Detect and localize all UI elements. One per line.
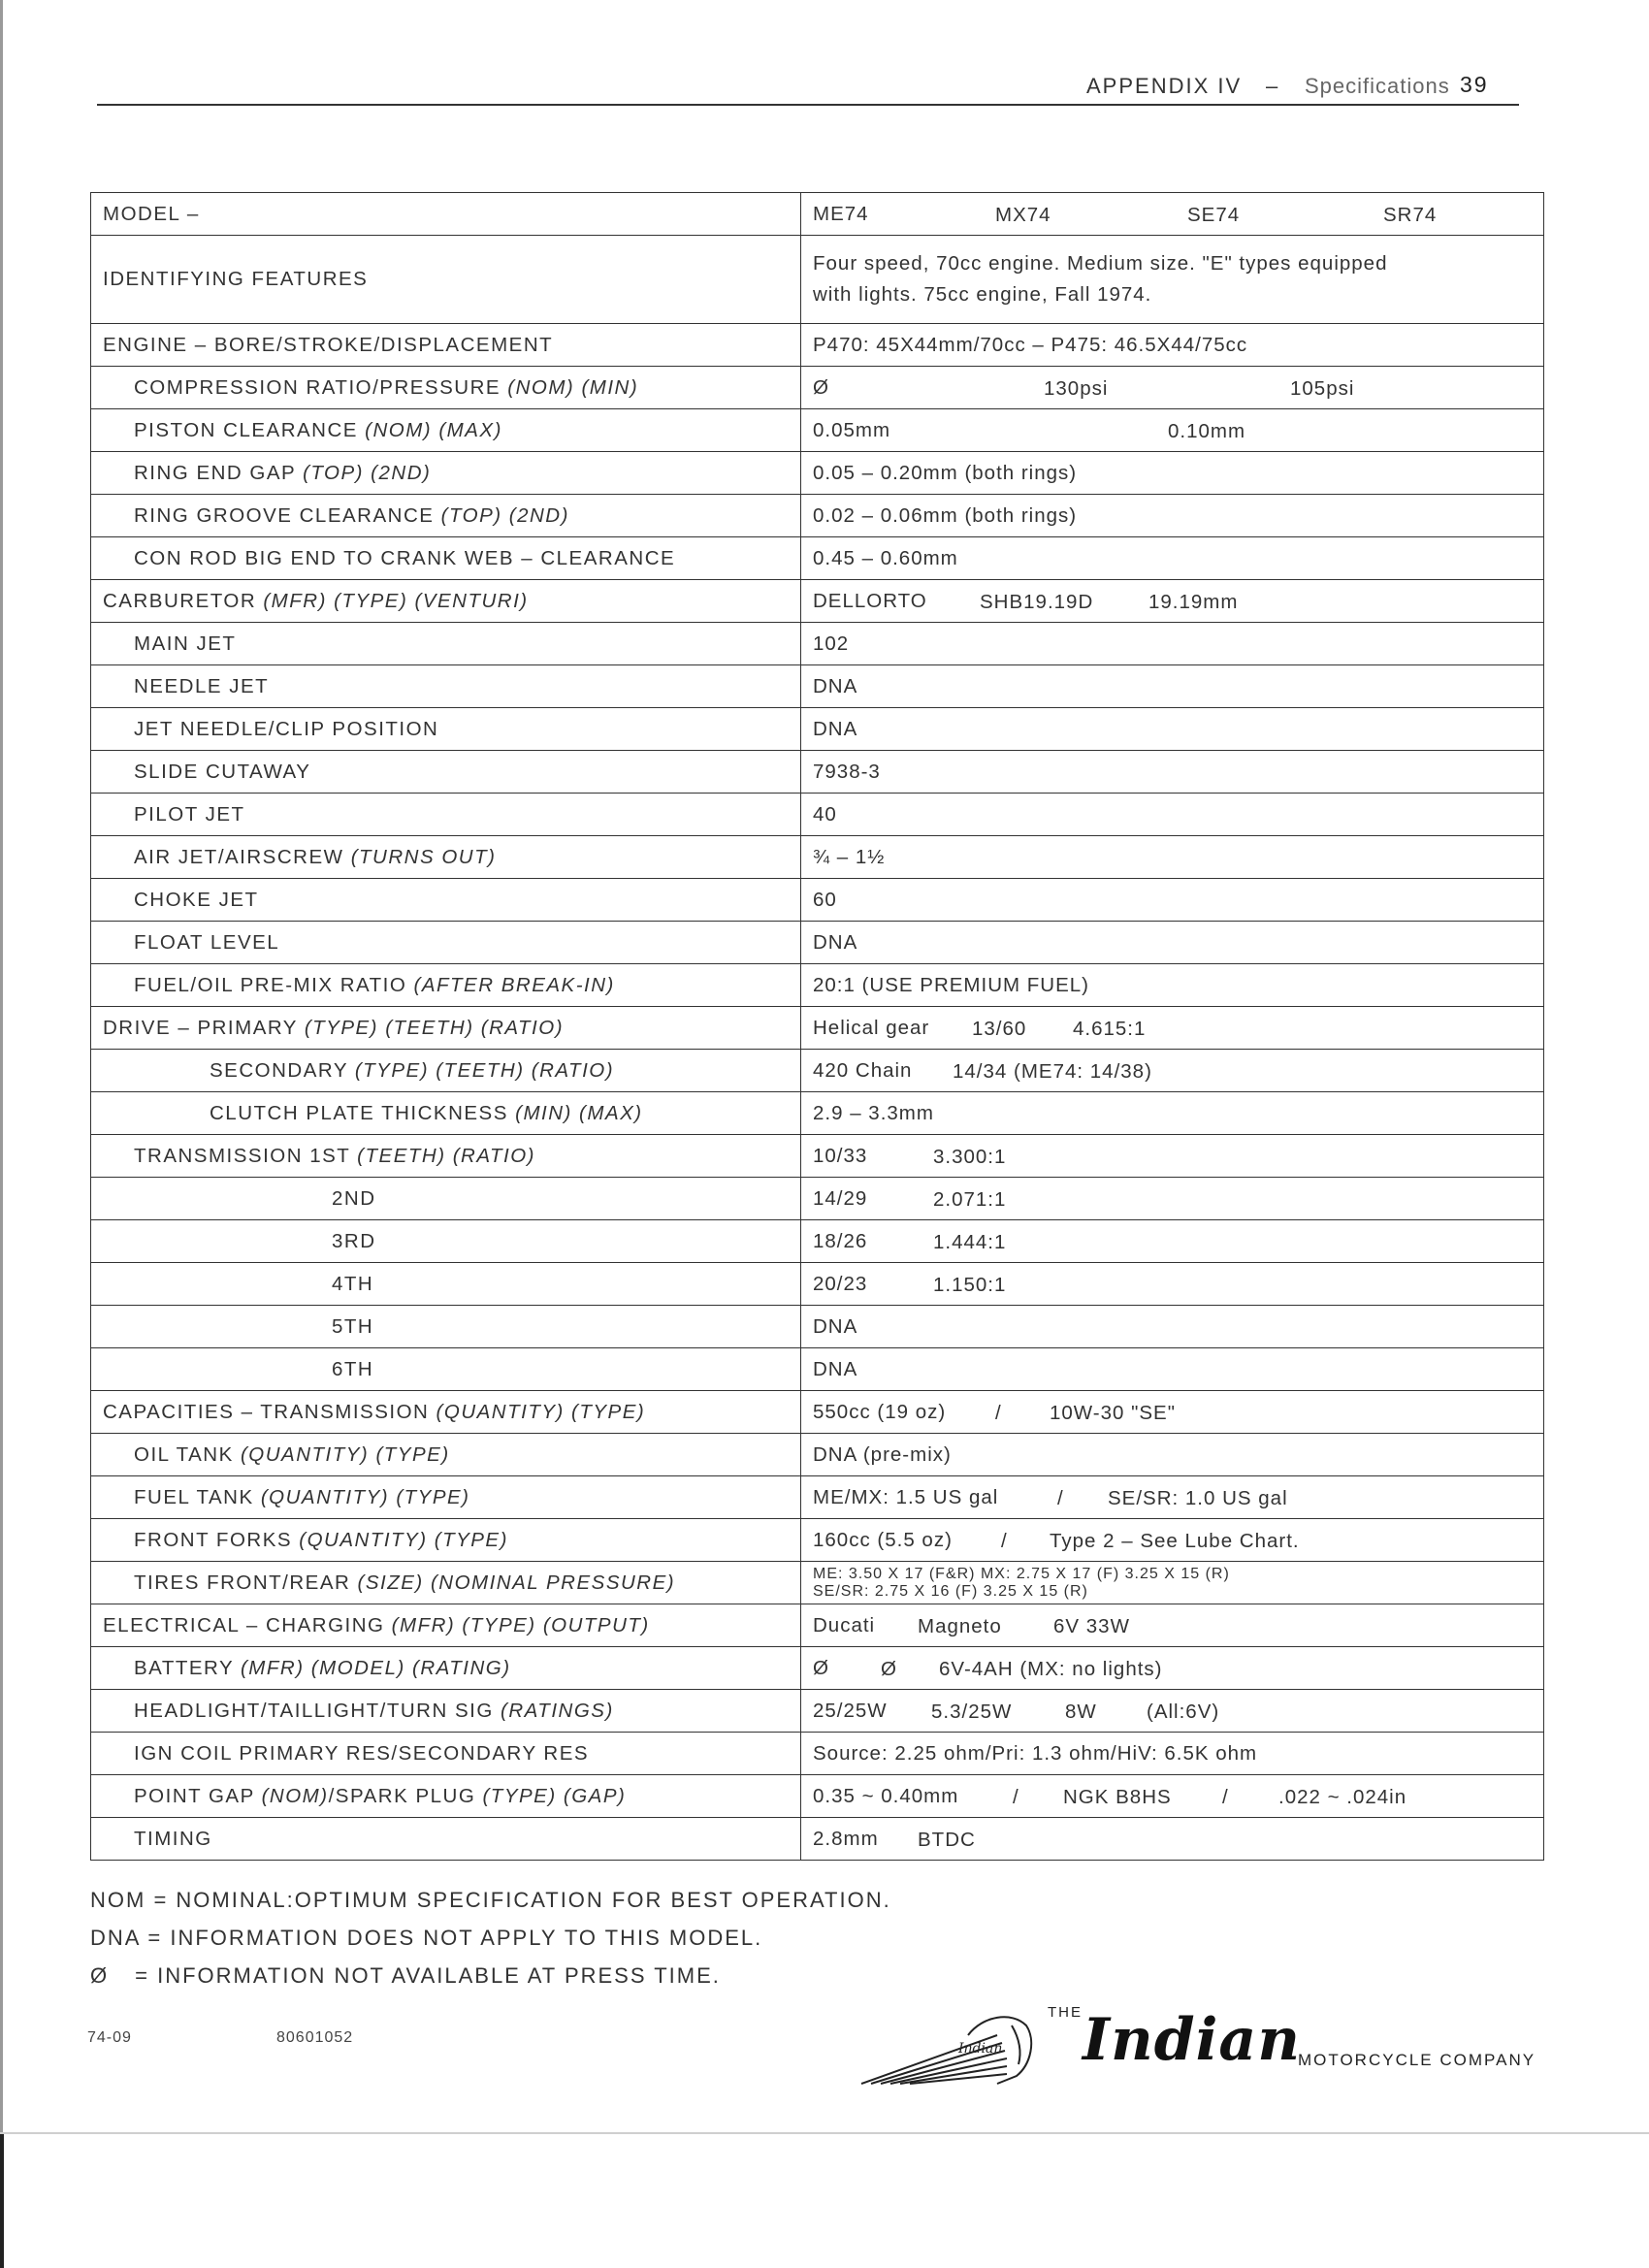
row-label: COMPRESSION RATIO/PRESSURE (NOM) (MIN) bbox=[91, 367, 801, 409]
model-name: SE74 bbox=[1187, 204, 1241, 226]
row-label: RING GROOVE CLEARANCE (TOP) (2ND) bbox=[91, 495, 801, 537]
table-row bbox=[91, 580, 1544, 623]
row-label: FLOAT LEVEL bbox=[91, 922, 801, 964]
row-value: 18/26 1.444:1 bbox=[801, 1220, 1544, 1263]
scan-edge-bottom bbox=[0, 2134, 4, 2268]
row-value: ME/MX: 1.5 US gal / SE/SR: 1.0 US gal bbox=[801, 1476, 1544, 1519]
row-value: 60 bbox=[801, 879, 1544, 922]
row-label: POINT GAP (NOM)/SPARK PLUG (TYPE) (GAP) bbox=[91, 1775, 801, 1818]
row-value: 0.35 ~ 0.40mm / NGK B8HS / .022 ~ .024in bbox=[801, 1775, 1544, 1818]
row-value: 2.9 – 3.3mm bbox=[801, 1092, 1544, 1135]
row-label: IDENTIFYING FEATURES bbox=[91, 236, 801, 324]
logo-brand: Indian bbox=[1083, 2006, 1301, 2074]
table-row bbox=[91, 964, 1544, 1007]
row-value: Ø Ø 6V-4AH (MX: no lights) bbox=[801, 1647, 1544, 1690]
table-row bbox=[91, 879, 1544, 922]
table-row bbox=[91, 495, 1544, 537]
logo-the: THE bbox=[1048, 2004, 1083, 2021]
row-value: P470: 45X44mm/70cc – P475: 46.5X44/75cc bbox=[801, 324, 1544, 367]
row-label: TIRES FRONT/REAR (SIZE) (NOMINAL PRESSURE) bbox=[91, 1562, 801, 1604]
model-name: MX74 bbox=[995, 204, 1051, 226]
scan-edge bbox=[0, 0, 3, 2134]
row-label: 5TH bbox=[91, 1306, 801, 1348]
row-value: 550cc (19 oz) / 10W-30 "SE" bbox=[801, 1391, 1544, 1434]
row-label: CON ROD BIG END TO CRANK WEB – CLEARANCE bbox=[91, 537, 801, 580]
row-value: Ducati Magneto 6V 33W bbox=[801, 1604, 1544, 1647]
row-label: SECONDARY (TYPE) (TEETH) (RATIO) bbox=[91, 1050, 801, 1092]
table-row bbox=[91, 1434, 1544, 1476]
table-row bbox=[91, 537, 1544, 580]
row-label: IGN COIL PRIMARY RES/SECONDARY RES bbox=[91, 1733, 801, 1775]
row-label: ENGINE – BORE/STROKE/DISPLACEMENT bbox=[91, 324, 801, 367]
row-value: DNA (pre-mix) bbox=[801, 1434, 1544, 1476]
row-value: DNA bbox=[801, 708, 1544, 751]
row-value: DNA bbox=[801, 665, 1544, 708]
row-label: HEADLIGHT/TAILLIGHT/TURN SIG (RATINGS) bbox=[91, 1690, 801, 1733]
row-value: 20/23 1.150:1 bbox=[801, 1263, 1544, 1306]
doc-date: 74-09 bbox=[87, 2029, 132, 2046]
row-label: FUEL/OIL PRE-MIX RATIO (AFTER BREAK-IN) bbox=[91, 964, 801, 1007]
table-row bbox=[91, 1007, 1544, 1050]
table-row bbox=[91, 409, 1544, 452]
row-label: CARBURETOR (MFR) (TYPE) (VENTURI) bbox=[91, 580, 801, 623]
table-row bbox=[91, 1519, 1544, 1562]
indian-logo bbox=[852, 1996, 1550, 2093]
indian-head-icon bbox=[852, 1996, 1046, 2093]
table-row bbox=[91, 1092, 1544, 1135]
legend-item: Ø = INFORMATION NOT AVAILABLE AT PRESS TIME. bbox=[90, 1963, 721, 1988]
row-label: OIL TANK (QUANTITY) (TYPE) bbox=[91, 1434, 801, 1476]
row-value: 20:1 (USE PREMIUM FUEL) bbox=[801, 964, 1544, 1007]
row-value: 0.45 – 0.60mm bbox=[801, 537, 1544, 580]
appendix-title: APPENDIX IV bbox=[1086, 74, 1243, 98]
model-name: ME74 bbox=[813, 202, 869, 225]
table-row bbox=[91, 623, 1544, 665]
doc-number: 80601052 bbox=[276, 2029, 354, 2046]
row-label: TRANSMISSION 1ST (TEETH) (RATIO) bbox=[91, 1135, 801, 1178]
legend-item: NOM = NOMINAL:OPTIMUM SPECIFICATION FOR BEST OPERATION. bbox=[90, 1888, 891, 1912]
row-label: TIMING bbox=[91, 1818, 801, 1861]
row-value: 0.05mm 0.10mm bbox=[801, 409, 1544, 452]
row-label: 6TH bbox=[91, 1348, 801, 1391]
row-value: 420 Chain 14/34 (ME74: 14/38) bbox=[801, 1050, 1544, 1092]
row-value: 10/33 3.300:1 bbox=[801, 1135, 1544, 1178]
table-row bbox=[91, 1178, 1544, 1220]
table-row bbox=[91, 452, 1544, 495]
row-label: NEEDLE JET bbox=[91, 665, 801, 708]
table-row bbox=[91, 1135, 1544, 1178]
table-row bbox=[91, 1050, 1544, 1092]
table-row bbox=[91, 1220, 1544, 1263]
table-row bbox=[91, 794, 1544, 836]
row-value: 0.05 – 0.20mm (both rings) bbox=[801, 452, 1544, 495]
row-label: BATTERY (MFR) (MODEL) (RATING) bbox=[91, 1647, 801, 1690]
row-value: 102 bbox=[801, 623, 1544, 665]
table-row bbox=[91, 1818, 1544, 1861]
row-label: PILOT JET bbox=[91, 794, 801, 836]
row-value: 14/29 2.071:1 bbox=[801, 1178, 1544, 1220]
table-row bbox=[91, 1604, 1544, 1647]
row-value: 25/25W 5.3/25W 8W (All:6V) bbox=[801, 1690, 1544, 1733]
row-label: MAIN JET bbox=[91, 623, 801, 665]
model-name: SR74 bbox=[1383, 204, 1438, 226]
row-label: ELECTRICAL – CHARGING (MFR) (TYPE) (OUTPUT) bbox=[91, 1604, 801, 1647]
header-dash: – bbox=[1266, 74, 1280, 98]
table-row bbox=[91, 922, 1544, 964]
row-label: 4TH bbox=[91, 1263, 801, 1306]
row-value: 40 bbox=[801, 794, 1544, 836]
table-row bbox=[91, 1690, 1544, 1733]
header-rule bbox=[97, 104, 1519, 106]
row-value: 2.8mm BTDC bbox=[801, 1818, 1544, 1861]
table-row bbox=[91, 1263, 1544, 1306]
table-row bbox=[91, 1391, 1544, 1434]
row-value: ¾ – 1½ bbox=[801, 836, 1544, 879]
row-value: Ø 130psi 105psi bbox=[801, 367, 1544, 409]
row-label: SLIDE CUTAWAY bbox=[91, 751, 801, 794]
row-value: 160cc (5.5 oz) / Type 2 – See Lube Chart. bbox=[801, 1519, 1544, 1562]
logo-company: MOTORCYCLE COMPANY bbox=[1298, 2051, 1536, 2069]
row-value: DNA bbox=[801, 1306, 1544, 1348]
table-row bbox=[91, 1306, 1544, 1348]
legend-item: DNA = INFORMATION DOES NOT APPLY TO THIS MODEL. bbox=[90, 1926, 763, 1950]
row-value: DNA bbox=[801, 922, 1544, 964]
table-row bbox=[91, 708, 1544, 751]
row-label: JET NEEDLE/CLIP POSITION bbox=[91, 708, 801, 751]
row-label: PISTON CLEARANCE (NOM) (MAX) bbox=[91, 409, 801, 452]
table-row bbox=[91, 1647, 1544, 1690]
table-row bbox=[91, 665, 1544, 708]
abbreviation-legend bbox=[90, 1888, 891, 2001]
row-value: Source: 2.25 ohm/Pri: 1.3 ohm/HiV: 6.5K ohm bbox=[801, 1733, 1544, 1775]
table-row bbox=[91, 236, 1544, 324]
table-row bbox=[91, 1476, 1544, 1519]
svg-text:Indian: Indian bbox=[958, 2041, 1003, 2057]
table-row bbox=[91, 324, 1544, 367]
row-label: AIR JET/AIRSCREW (TURNS OUT) bbox=[91, 836, 801, 879]
table-row bbox=[91, 751, 1544, 794]
table-row bbox=[91, 1348, 1544, 1391]
row-label: 2ND bbox=[91, 1178, 801, 1220]
scan-fold-line bbox=[0, 2132, 1649, 2134]
row-value: 0.02 – 0.06mm (both rings) bbox=[801, 495, 1544, 537]
table-row bbox=[91, 193, 1544, 236]
row-value: Helical gear 13/60 4.615:1 bbox=[801, 1007, 1544, 1050]
row-label: CLUTCH PLATE THICKNESS (MIN) (MAX) bbox=[91, 1092, 801, 1135]
row-label: MODEL – bbox=[91, 193, 801, 236]
row-label: CAPACITIES – TRANSMISSION (QUANTITY) (TYPE) bbox=[91, 1391, 801, 1434]
row-value: DNA bbox=[801, 1348, 1544, 1391]
model-list bbox=[801, 193, 1544, 236]
row-value: ME: 3.50 X 17 (F&R) MX: 2.75 X 17 (F) 3.25 X 15 (R) SE/SR: 2.75 X 16 (F) 3.25 X 15 (R) bbox=[801, 1562, 1544, 1604]
row-label: RING END GAP (TOP) (2ND) bbox=[91, 452, 801, 495]
table-row bbox=[91, 367, 1544, 409]
specifications-table bbox=[90, 192, 1544, 1861]
table-row bbox=[91, 836, 1544, 879]
row-label: FUEL TANK (QUANTITY) (TYPE) bbox=[91, 1476, 801, 1519]
row-label: CHOKE JET bbox=[91, 879, 801, 922]
table-row bbox=[91, 1775, 1544, 1818]
row-label: FRONT FORKS (QUANTITY) (TYPE) bbox=[91, 1519, 801, 1562]
section-title: Specifications bbox=[1305, 74, 1450, 98]
row-value: Four speed, 70cc engine. Medium size. "E" types equipped with lights. 75cc engine, Fall 1974. bbox=[801, 236, 1544, 324]
row-value: 7938-3 bbox=[801, 751, 1544, 794]
row-label: 3RD bbox=[91, 1220, 801, 1263]
row-label: DRIVE – PRIMARY (TYPE) (TEETH) (RATIO) bbox=[91, 1007, 801, 1050]
table-row bbox=[91, 1562, 1544, 1604]
row-value: DELLORTO SHB19.19D 19.19mm bbox=[801, 580, 1544, 623]
page-header bbox=[1067, 70, 1513, 103]
table-row bbox=[91, 1733, 1544, 1775]
page-number: 39 bbox=[1460, 72, 1489, 97]
